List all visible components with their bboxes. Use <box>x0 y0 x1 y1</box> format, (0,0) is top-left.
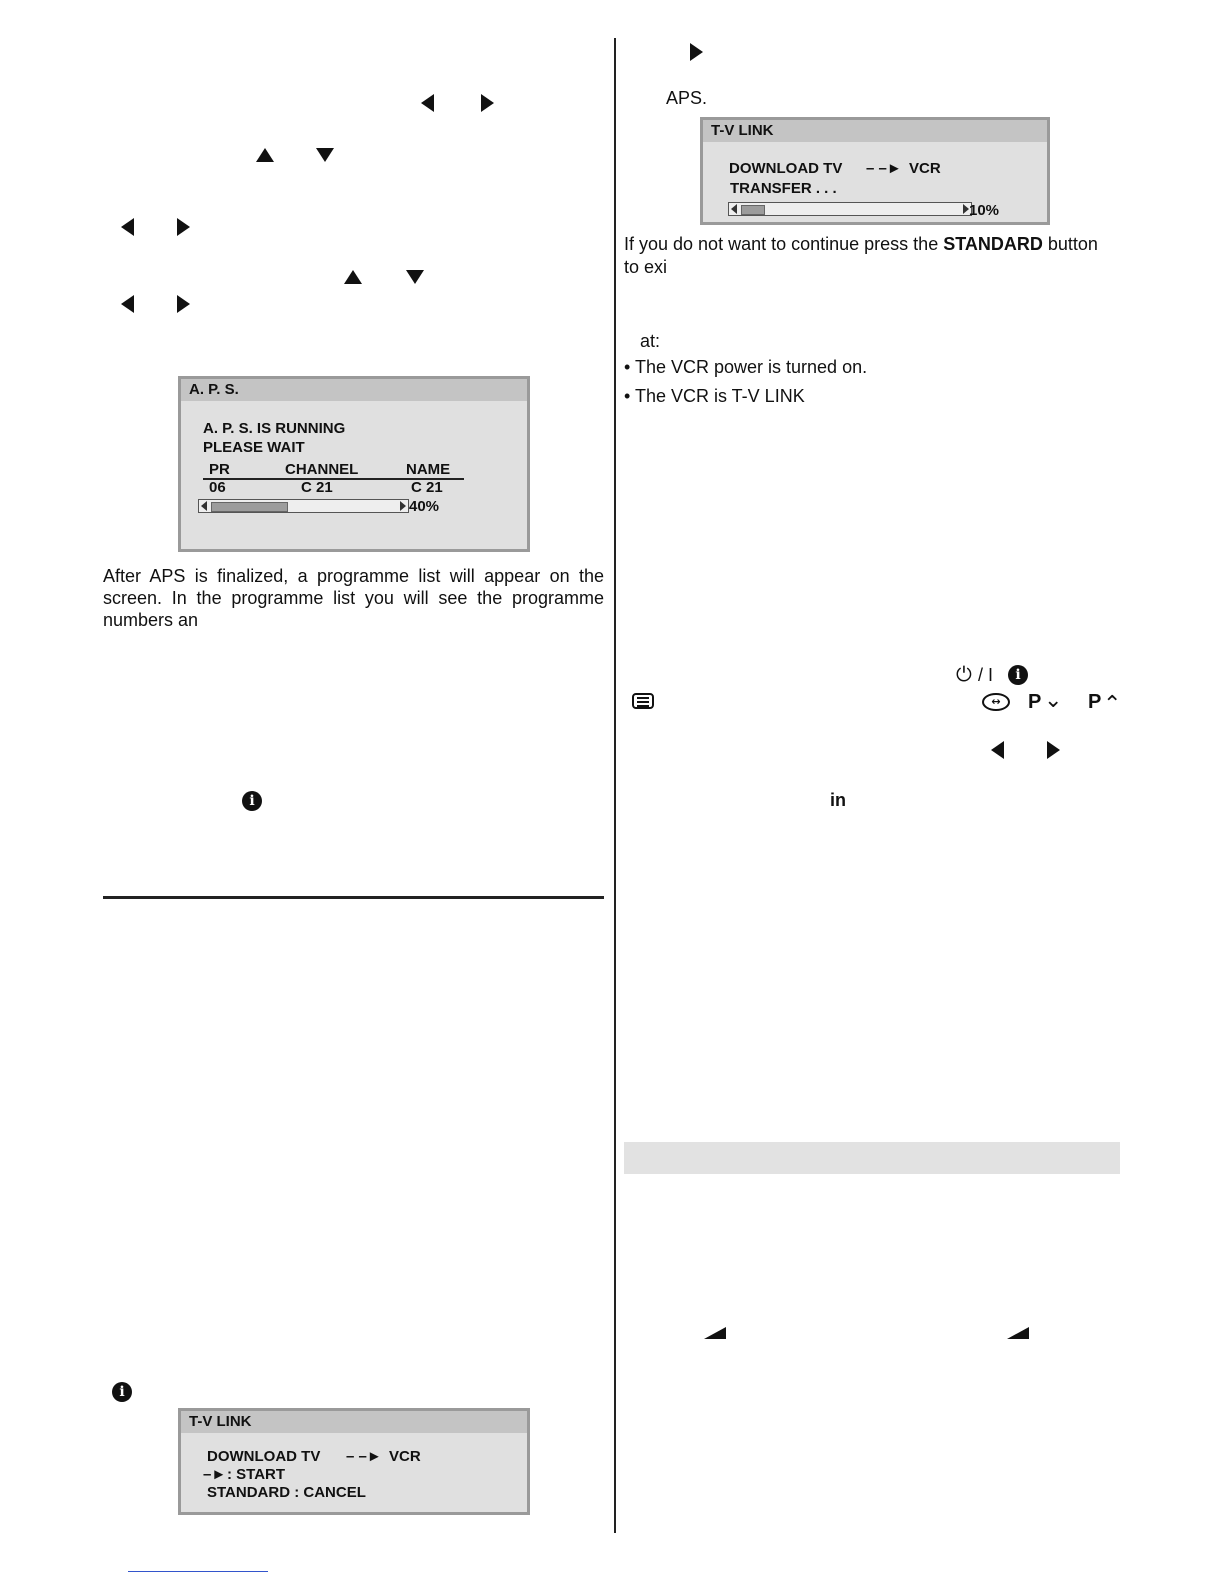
aps-finalized-paragraph: After APS is finalized, a programme list will appear on the screen. In the programme list you will see the programme numbers an <box>103 566 604 630</box>
right-arrow-icon <box>481 94 494 112</box>
transfer-progress-bar <box>728 202 972 216</box>
info-icon: i <box>242 791 262 811</box>
left-arrow-icon <box>121 295 134 313</box>
tvlink-vcr-text: VCR <box>909 160 941 177</box>
left-arrow-icon <box>991 741 1004 759</box>
left-arrow-icon <box>421 94 434 112</box>
left-arrow-icon <box>121 218 134 236</box>
right-arrow-icon <box>690 43 703 61</box>
standard-paragraph <box>624 233 1124 255</box>
aps-wait-text: PLEASE WAIT <box>203 439 305 456</box>
transfer-progress-label: 10% <box>969 202 1000 219</box>
tvlink-start-box <box>178 1408 530 1515</box>
p-up-label: P <box>1088 691 1102 713</box>
dashed-arrow-icon: – –► <box>346 1448 382 1465</box>
aps-running-text: A. P. S. IS RUNNING <box>203 420 346 437</box>
aps-progress-label: 40% <box>409 498 440 515</box>
aps-osd-title: A. P. S. <box>181 379 527 401</box>
col-pr-header: PR <box>209 461 230 478</box>
standard-text-post: button <box>1042 234 1098 254</box>
section-rule <box>103 896 604 899</box>
section-header-band <box>624 1142 1120 1174</box>
at-text: at: <box>640 331 661 351</box>
aps-progress-bar <box>198 499 409 513</box>
col-name-header: NAME <box>406 461 451 478</box>
up-arrow-icon <box>344 270 362 284</box>
right-arrow-icon <box>177 218 190 236</box>
up-arrow-icon <box>256 148 274 162</box>
row-name: C 21 <box>411 479 443 496</box>
dashed-arrow-icon: – –► <box>866 160 902 177</box>
p-down-label: P <box>1028 691 1042 713</box>
aps-progress-fill <box>211 502 288 512</box>
tvlink-start-text: : START <box>227 1466 286 1483</box>
power-label: / I <box>978 665 994 685</box>
right-arrow-icon <box>1047 741 1060 759</box>
right-arrow-icon <box>177 295 190 313</box>
aps-text: APS. <box>666 88 708 108</box>
aps-osd-box <box>178 376 530 552</box>
tvlink-transfer-text: TRANSFER . . . <box>730 180 837 197</box>
column-divider <box>614 38 616 1533</box>
in-text: in <box>830 790 846 810</box>
standard-button-label: STANDARD <box>943 234 1043 254</box>
standard-text-pre: If you do not want to continue press the <box>624 234 944 254</box>
swap-icon: ↔ <box>982 693 1010 711</box>
chevron-down-icon: ⌄ <box>1044 687 1063 712</box>
power-icon: ⏻ <box>956 664 972 686</box>
down-arrow-icon <box>316 148 334 162</box>
teletext-icon <box>632 693 654 709</box>
info-icon: i <box>112 1382 132 1402</box>
row-pr: 06 <box>209 479 226 496</box>
tvlink-transfer-box <box>700 117 1050 225</box>
volume-icon <box>704 1327 726 1339</box>
tvlink-download-text: DOWNLOAD TV <box>729 160 843 177</box>
row-channel: C 21 <box>301 479 333 496</box>
dashed-arrow-icon: –► <box>203 1466 227 1483</box>
standard-paragraph-line2: to exi <box>624 257 668 277</box>
chevron-up-icon: ⌃ <box>1103 691 1122 716</box>
footer-link-line <box>128 1571 268 1572</box>
tvlink-download-text: DOWNLOAD TV <box>207 1448 321 1465</box>
bullet-vcr-tvlink: • The VCR is T-V LINK <box>624 386 805 406</box>
down-arrow-icon <box>406 270 424 284</box>
volume-icon <box>1007 1327 1029 1339</box>
bullet-vcr-power: • The VCR power is turned on. <box>624 357 868 377</box>
info-icon: i <box>1008 665 1028 685</box>
tvlink-transfer-title: T-V LINK <box>703 120 1047 142</box>
tvlink-cancel-text: STANDARD : CANCEL <box>207 1484 366 1501</box>
tvlink-vcr-text: VCR <box>389 1448 421 1465</box>
transfer-progress-fill <box>741 205 765 215</box>
col-channel-header: CHANNEL <box>285 461 359 478</box>
tvlink-start-title: T-V LINK <box>181 1411 527 1433</box>
